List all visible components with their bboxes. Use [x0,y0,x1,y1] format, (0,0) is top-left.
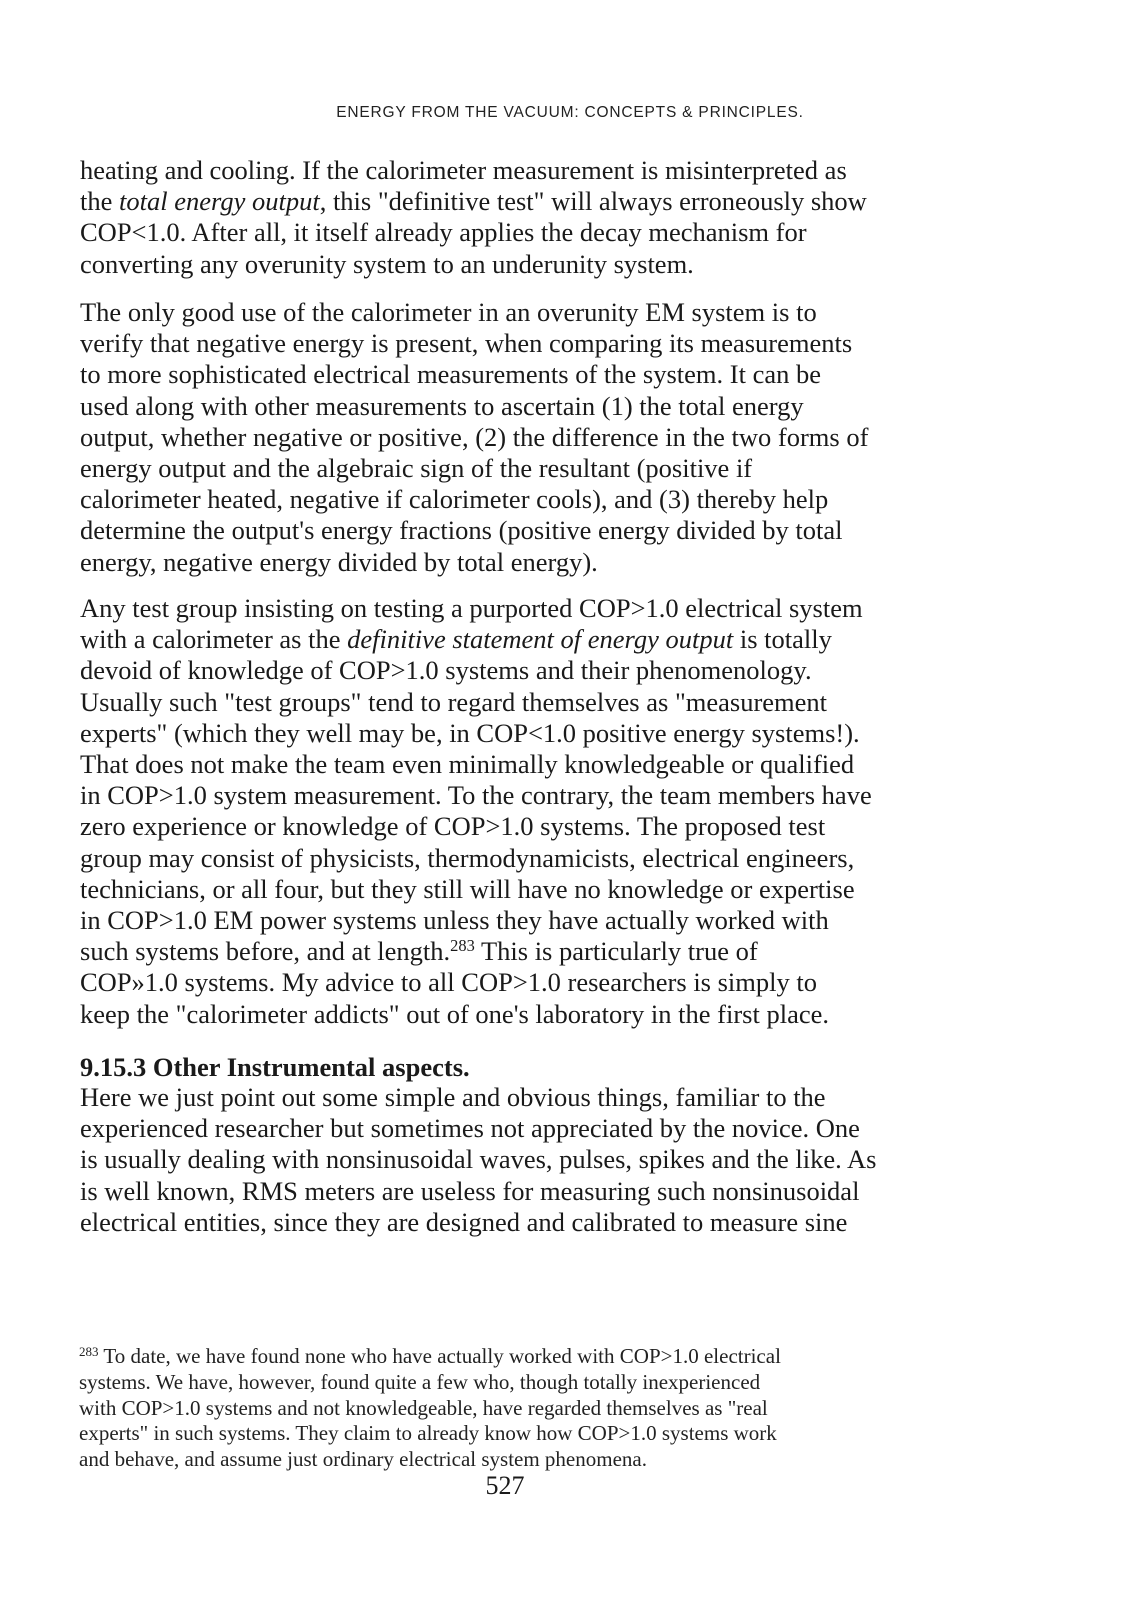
footnote-text: To date, we have found none who have actually worked with COP>1.0 electrical systems. We have, however, found quite a few who, though totally inexperienced with COP>1.0 systems and not knowledgeable, have regarded themselves as "real experts" in such systems. They claim to already know how COP>1.0 systems work and behave, and assume just ordinary electrical system phenomena. [79,1344,781,1472]
paragraph-text: Any test group insisting on testing a purported COP>1.0 electrical system with a calorimeter as the [80,593,863,655]
section-heading: 9.15.3 Other Instrumental aspects. [80,1052,470,1082]
paragraph-calorimeter-good-use: The only good use of the calorimeter in an overunity EM system is to verify that negative energy is present, when comparing its measurements to more sophisticated electrical measurements of the system. It can be used along with other measurements to ascertain (1) the total energy output, whether negative or positive, (2) the difference in the two forms of energy output and the algebraic sign of the resultant (positive if calorimeter heated, negative if calorimeter cools), and (3) thereby help determine the output's energy fractions (positive energy divided by total energy, negative energy divided by total energy). [80,297,869,577]
footnote-number: 283 [79,1343,99,1359]
running-header: ENERGY FROM THE VACUUM: CONCEPTS & PRINCIPLES. [336,104,804,121]
footnote [79,1344,959,1473]
paragraph-test-groups [80,593,960,1030]
page-number: 527 [485,1471,525,1500]
emphasis-total-energy-output: total energy output [119,186,320,217]
paragraph-text: This is particularly true of COP»1.0 systems. My advice to all COP>1.0 researchers is simply to keep the "calorimeter addicts" out of one's laboratory in the first place. [80,936,830,1029]
paragraph-text: , this "definitive test" will always erroneously show COP<1.0. After all, it itself already applies the decay mechanism for converting any overunity system to an underunity system. [80,186,867,279]
footnote-reference[interactable]: 283 [450,936,475,956]
paragraph-calorimeter-misinterpretation [80,155,960,280]
paragraph-text: is totally devoid of knowledge of COP>1.0 systems and their phenomenology. Usually such "test groups" tend to regard themselves as "measurement experts" (which they well may be, in COP<1.0 positive energy systems!). That does not make the team even minimally knowledgeable or qualified in COP>1.0 system measurement. To the contrary, the team members have zero experience or knowledge of COP>1.0 systems. The proposed test group may consist of physicists, thermodynamicists, electrical engineers, technicians, or all four, but they still will have no knowledge or expertise in COP>1.0 EM power systems unless they have actually worked with such systems before, and at length. [80,624,872,967]
emphasis-definitive-statement: definitive statement of energy output [347,624,734,655]
paragraph-instrumental-aspects: Here we just point out some simple and obvious things, familiar to the experienced researcher but sometimes not appreciated by the novice. One is usually dealing with nonsinusoidal waves, pulses, spikes and the like. As is well known, RMS meters are useless for measuring such nonsinusoidal electrical entities, since they are designed and calibrated to measure sine [80,1082,877,1237]
paragraph-text: heating and cooling. If the calorimeter measurement is misinterpreted as the [80,155,847,217]
